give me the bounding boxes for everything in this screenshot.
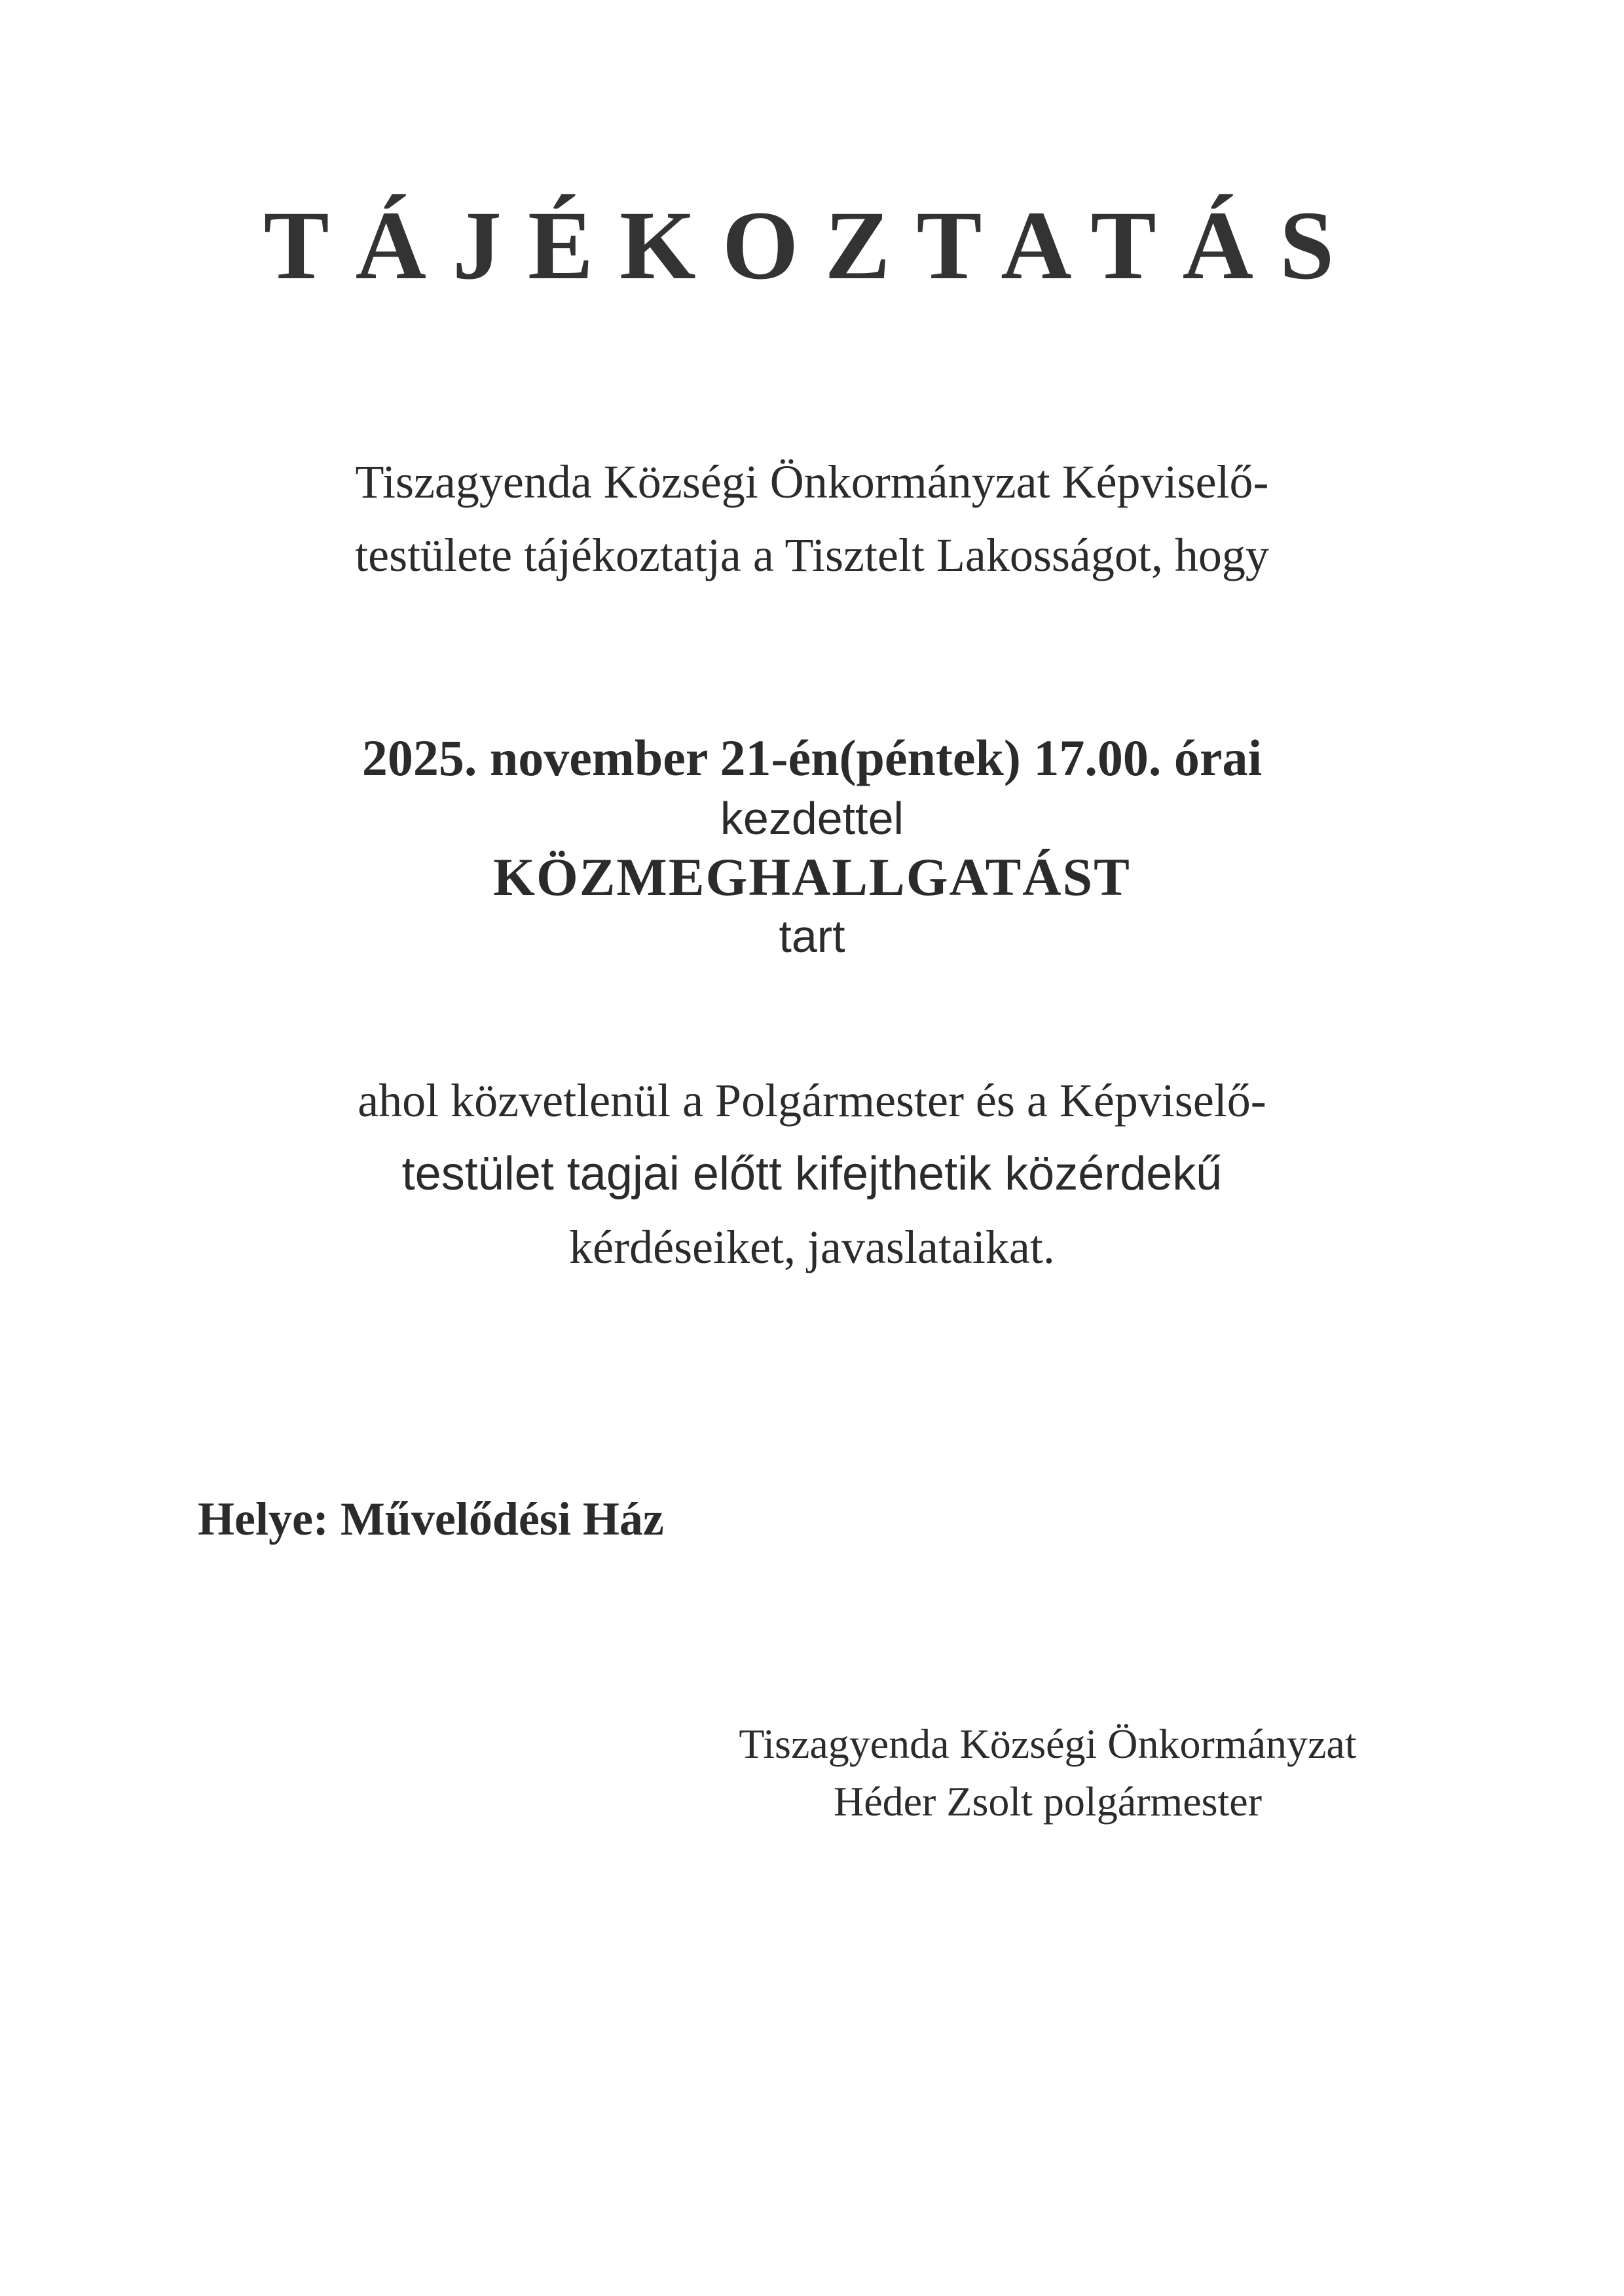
event-start-word: kezdettel: [720, 793, 904, 844]
event-datetime: 2025. november 21-én(péntek) 17.00. órai: [361, 729, 1263, 786]
details-line-2: testület tagjai előtt kifejthetik közérdekű: [401, 1148, 1223, 1200]
intro-line-2: testülete tájékoztatja a Tisztelt Lakosságot, hogy: [355, 529, 1269, 581]
signature-block: [622, 1715, 1473, 1831]
intro-line-1: Tiszagyenda Községi Önkormányzat Képviselő-: [355, 456, 1269, 508]
details-paragraph: [196, 1064, 1428, 1284]
intro-paragraph: [196, 445, 1428, 592]
announcement-block: [196, 727, 1428, 965]
document-title: TÁJÉKOZTATÁS: [263, 191, 1361, 300]
signature-organization: Tiszagyenda Községi Önkormányzat: [739, 1721, 1357, 1767]
event-name: KÖZMEGHALLGATÁST: [493, 847, 1131, 907]
details-line-1: ahol közvetlenül a Polgármester és a Képviselő-: [358, 1074, 1266, 1127]
signature-signer: Héder Zsolt polgármester: [834, 1778, 1262, 1825]
details-line-3: kérdéseiket, javaslataikat.: [569, 1221, 1055, 1273]
location-label: Helye:: [198, 1493, 329, 1545]
location-value: Művelődési Ház: [340, 1493, 664, 1545]
location-line: [198, 1489, 664, 1548]
event-verb: tart: [779, 911, 845, 962]
